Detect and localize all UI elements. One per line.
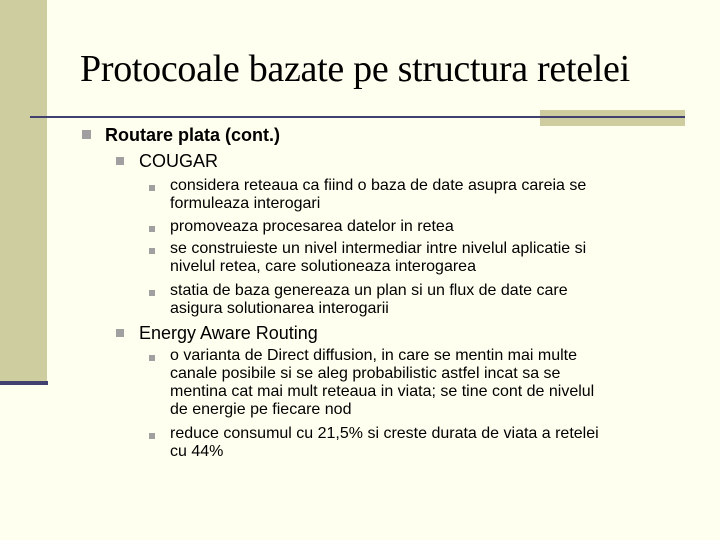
title-accent-bar bbox=[540, 110, 685, 126]
decorative-sidebar bbox=[0, 0, 47, 383]
list-item: considera reteaua ca fiind o baza de date asupra careia se formuleaza interogari bbox=[170, 177, 587, 212]
bullet-square-icon bbox=[149, 226, 155, 232]
bullet-square-icon bbox=[149, 248, 155, 254]
bullet-square-icon bbox=[116, 157, 124, 165]
bullet-square-icon bbox=[149, 433, 155, 439]
bullet-square-icon bbox=[116, 329, 124, 337]
list-item: promoveaza procesarea datelor in retea bbox=[170, 218, 454, 235]
bullet-square-icon bbox=[82, 130, 91, 139]
title-underline bbox=[30, 116, 685, 118]
slide-title: Protocoale bazate pe structura retelei bbox=[80, 48, 630, 90]
sidebar-divider bbox=[0, 381, 48, 385]
list-item: reduce consumul cu 21,5% si creste durata de viata a retelei cu 44% bbox=[170, 425, 599, 460]
subsection-heading-energy-aware-routing: Energy Aware Routing bbox=[139, 323, 318, 343]
bullet-square-icon bbox=[149, 355, 155, 361]
list-item: o varianta de Direct diffusion, in care se mentin mai multe canale posibile si se aleg probabilistic astfel incat sa se mentina cat mai mult reteaua in viata; se tine cont de nivelul de energie pe fiecare nod bbox=[170, 347, 595, 418]
bullet-square-icon bbox=[149, 185, 155, 191]
section-heading: Routare plata (cont.) bbox=[105, 125, 281, 145]
list-item: se construieste un nivel intermediar intre nivelul aplicatie si nivelul retea, care solutioneaza interogarea bbox=[170, 240, 587, 275]
list-item: statia de baza genereaza un plan si un flux de date care asigura solutionarea interogarii bbox=[170, 282, 568, 317]
subsection-heading-cougar: COUGAR bbox=[139, 151, 219, 171]
bullet-square-icon bbox=[149, 290, 155, 296]
